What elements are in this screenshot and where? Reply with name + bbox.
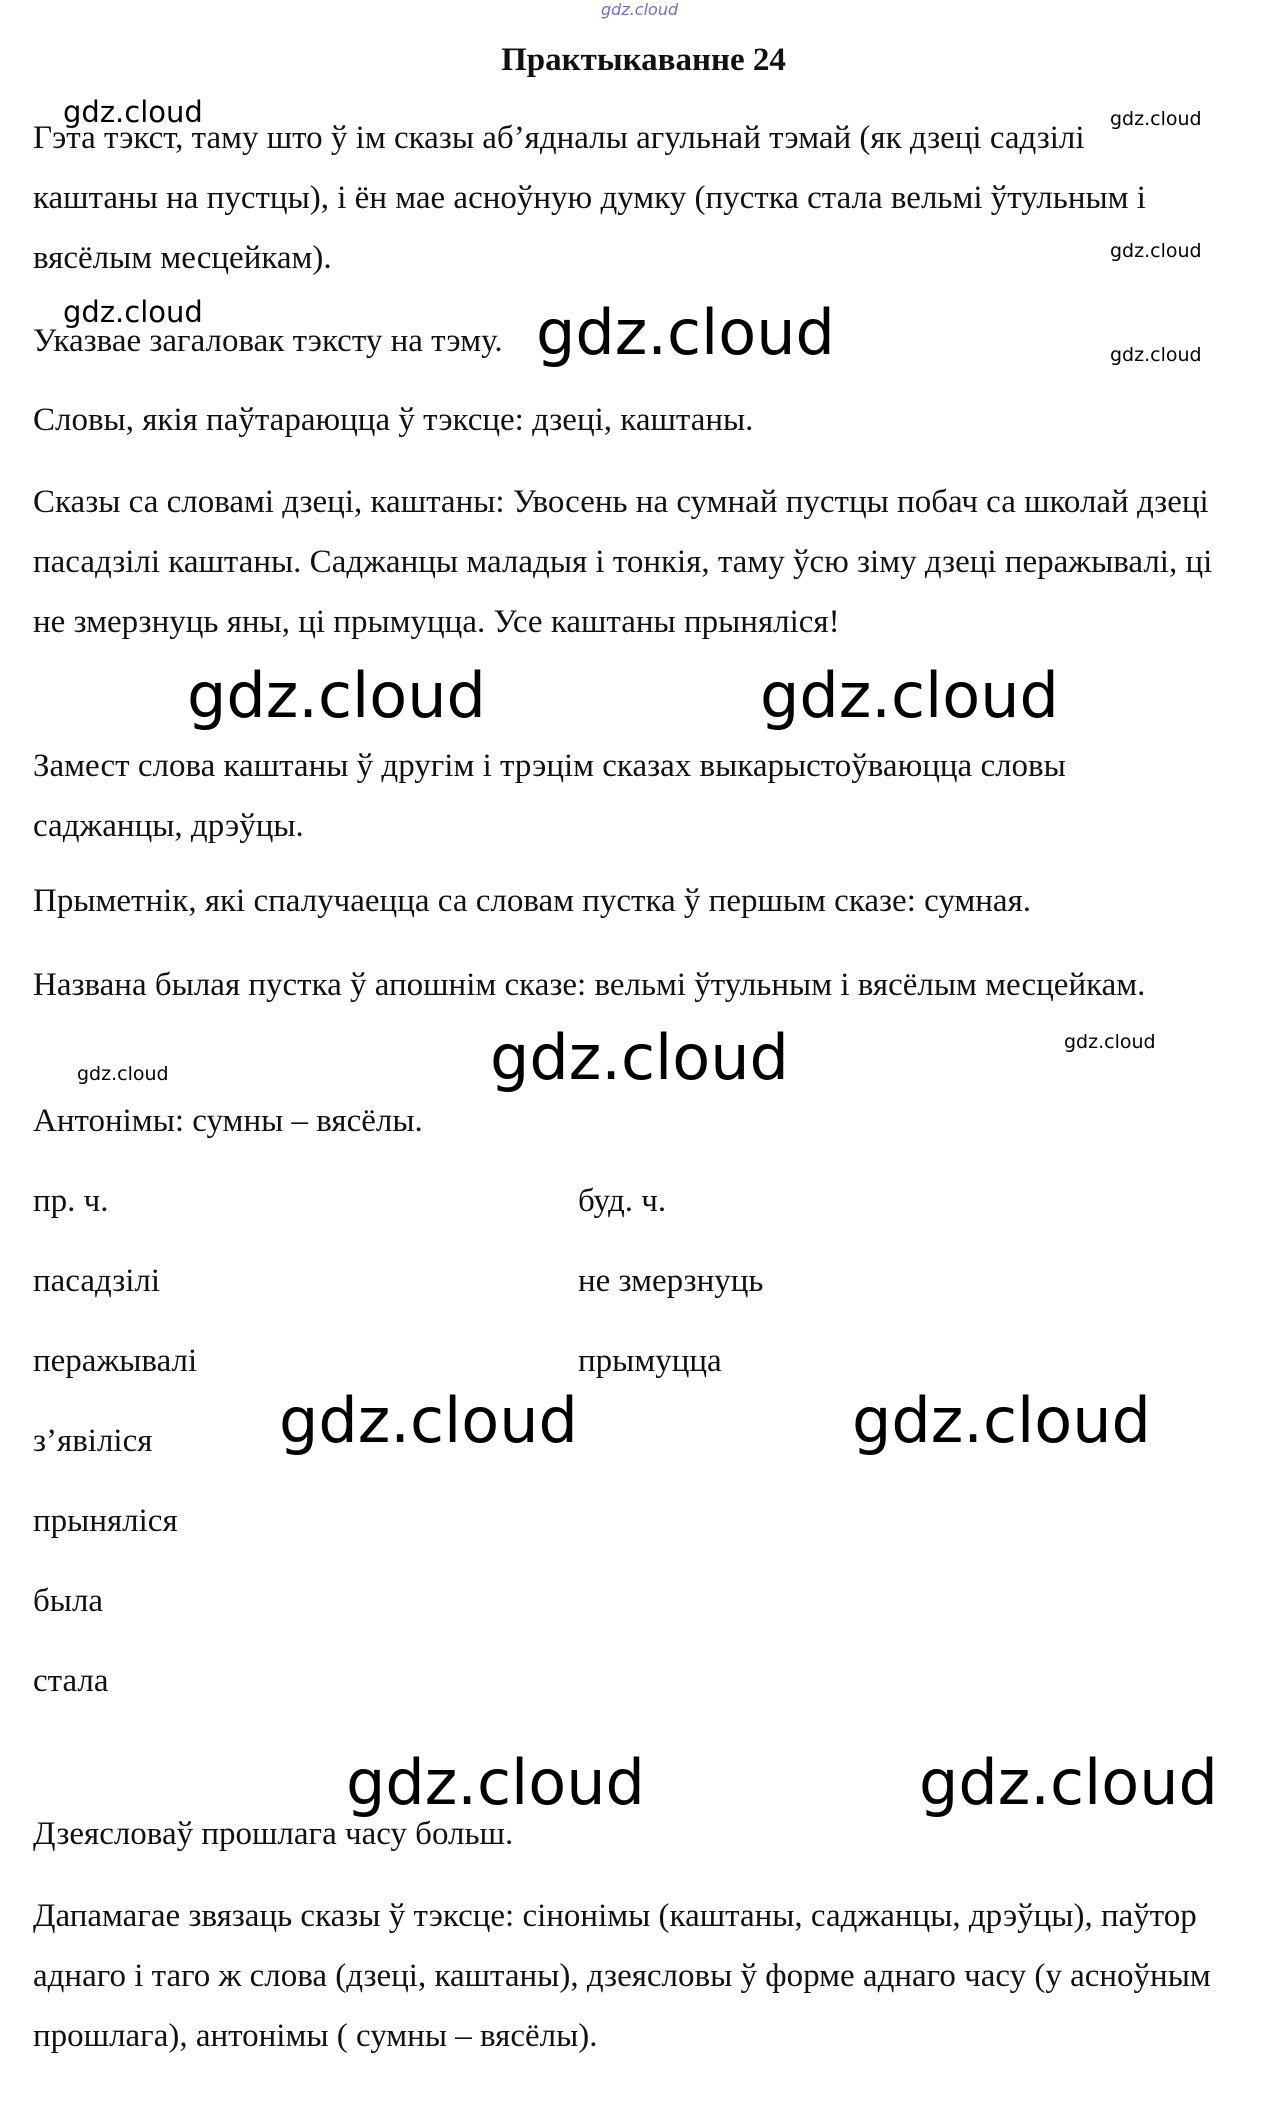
- watermark: gdz.cloud: [760, 659, 1059, 732]
- paragraph-7: Названа былая пустка ў апошнім сказе: вельмі ўтульным і вясёлым месцейкам.: [33, 967, 1146, 1003]
- watermark: gdz.cloud: [63, 95, 203, 129]
- past-verb: была: [33, 1583, 104, 1619]
- watermark: gdz.cloud: [77, 1063, 169, 1085]
- paragraph-5: Замест слова каштаны ў другім і трэцім сказах выкарыстоўваюцца словы саджанцы, дрэўцы.: [33, 748, 1066, 844]
- paragraph-6: Прыметнік, які спалучаецца са словам пустка ў першым сказе: сумная.: [33, 883, 1032, 919]
- paragraph-4: Сказы са словамі дзеці, каштаны: Увосень на сумнай пустцы побач са школай дзеці пасадзілі каштаны. Саджанцы маладыя і тонкія, таму ўсю зіму дзеці перажывалі, ці не змерзнуць яны, ці прымуцца. Усе каштаны прыняліся!: [33, 484, 1213, 640]
- past-verb: з’явіліся: [33, 1423, 153, 1459]
- past-verb: прыняліся: [33, 1503, 178, 1539]
- paragraph-10: Дапамагае звязаць сказы ў тэксце: сінонімы (каштаны, саджанцы, дрэўцы), паўтор аднаго і таго ж слова (дзеці, каштаны), дзеясловы ў форме аднаго часу (у асноўным прошлага), антонімы ( сумны – вясёлы).: [33, 1898, 1211, 2054]
- watermark: gdz.cloud: [536, 296, 835, 369]
- past-tense-header: пр. ч.: [33, 1183, 109, 1219]
- page-title: Практыкаванне 24: [501, 42, 786, 78]
- past-verb: перажывалі: [33, 1343, 198, 1379]
- watermark: gdz.cloud: [279, 1384, 578, 1457]
- watermark: gdz.cloud: [187, 659, 486, 732]
- watermark: gdz.cloud: [1110, 344, 1202, 366]
- future-tense-header: буд. ч.: [578, 1183, 667, 1219]
- paragraph-2: Указвае загаловак тэксту на тэму.: [33, 323, 503, 359]
- watermark: gdz.cloud: [63, 295, 203, 329]
- watermark: gdz.cloud: [1064, 1031, 1156, 1053]
- watermark: gdz.cloud: [852, 1384, 1151, 1457]
- watermark: gdz.cloud: [919, 1746, 1218, 1819]
- paragraph-9: Дзеясловаў прошлага часу больш.: [33, 1816, 514, 1852]
- paragraph-1: Гэта тэкст, таму што ў ім сказы аб’ядналы агульнай тэмай (як дзеці садзілі каштаны на пустцы), і ён мае асноўную думку (пустка стала вельмі ўтульным і вясёлым месцейкам).: [33, 120, 1146, 276]
- paragraph-8: Антонімы: сумны – вясёлы.: [33, 1103, 423, 1139]
- past-verb: стала: [33, 1663, 109, 1699]
- future-verb: прымуцца: [578, 1343, 722, 1379]
- past-verb: пасадзілі: [33, 1263, 161, 1299]
- watermark: gdz.cloud: [1110, 108, 1202, 130]
- watermark: gdz.cloud: [490, 1021, 789, 1094]
- watermark: gdz.cloud: [1110, 240, 1202, 262]
- watermark-top: gdz.cloud: [601, 0, 679, 19]
- future-verb: не змерзнуць: [578, 1263, 764, 1299]
- watermark: gdz.cloud: [346, 1746, 645, 1819]
- paragraph-3: Словы, якія паўтараюцца ў тэксце: дзеці, каштаны.: [33, 402, 754, 438]
